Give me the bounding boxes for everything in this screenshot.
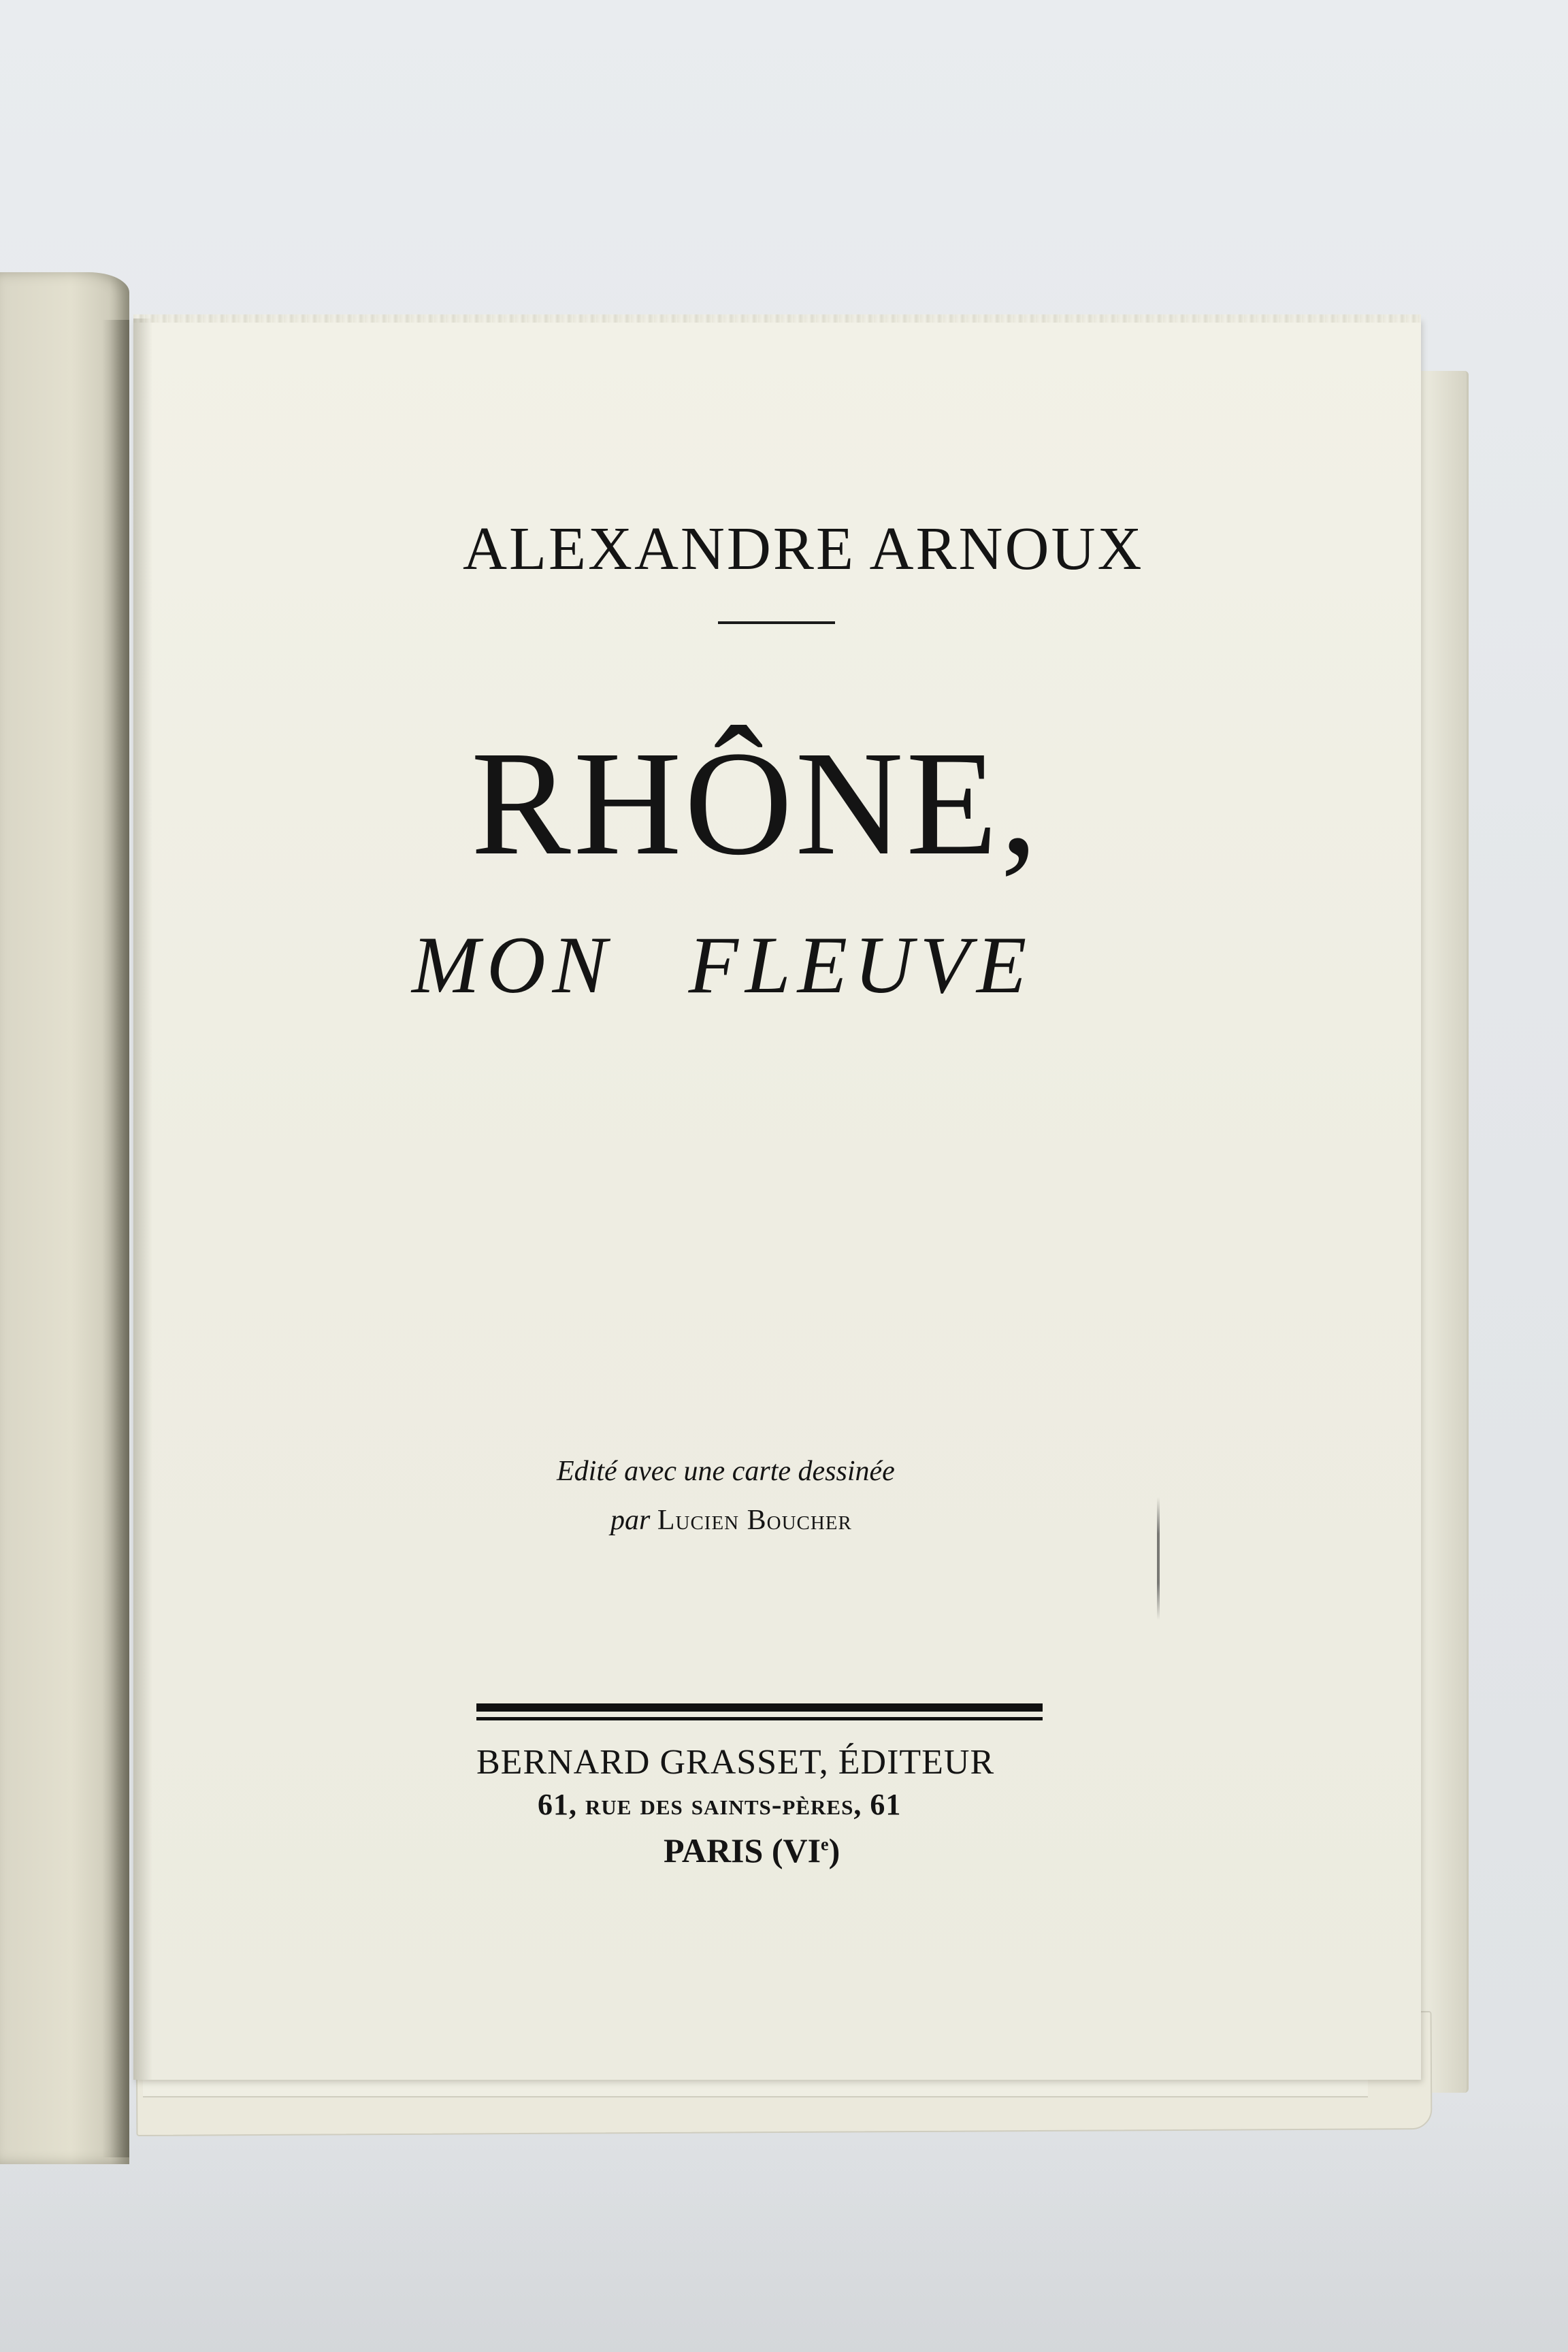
edition-note-line-2 [0,1504,1568,1537]
city-close: ) [828,1831,840,1869]
address-street: rue des saints-pères, [585,1788,862,1821]
address-number-1: 61, [538,1788,577,1821]
book-subtitle: MON FLEUVE [412,919,1034,1010]
gutter-shadow [102,320,129,2157]
city-name: PARIS (VI [664,1831,821,1869]
edition-note-line-1: Edité avec une carte dessinée [557,1456,895,1487]
publisher-name: BERNARD GRASSET, ÉDITEUR [476,1743,995,1782]
deckle-edge [133,314,1421,323]
book-title: RHÔNE, [471,720,1041,886]
illustrator-name: Lucien Boucher [657,1505,852,1536]
edition-note-prefix: par [610,1505,651,1536]
author-rule [718,621,835,624]
address-number-2: 61 [870,1788,902,1821]
city-superscript: e [821,1834,829,1855]
publisher-rule-thick [476,1703,1043,1712]
author-name: ALEXANDRE ARNOUX [463,515,1144,583]
publisher-rule-thin [476,1717,1043,1720]
publisher-city [0,1831,1568,1870]
publisher-address [0,1787,1568,1822]
